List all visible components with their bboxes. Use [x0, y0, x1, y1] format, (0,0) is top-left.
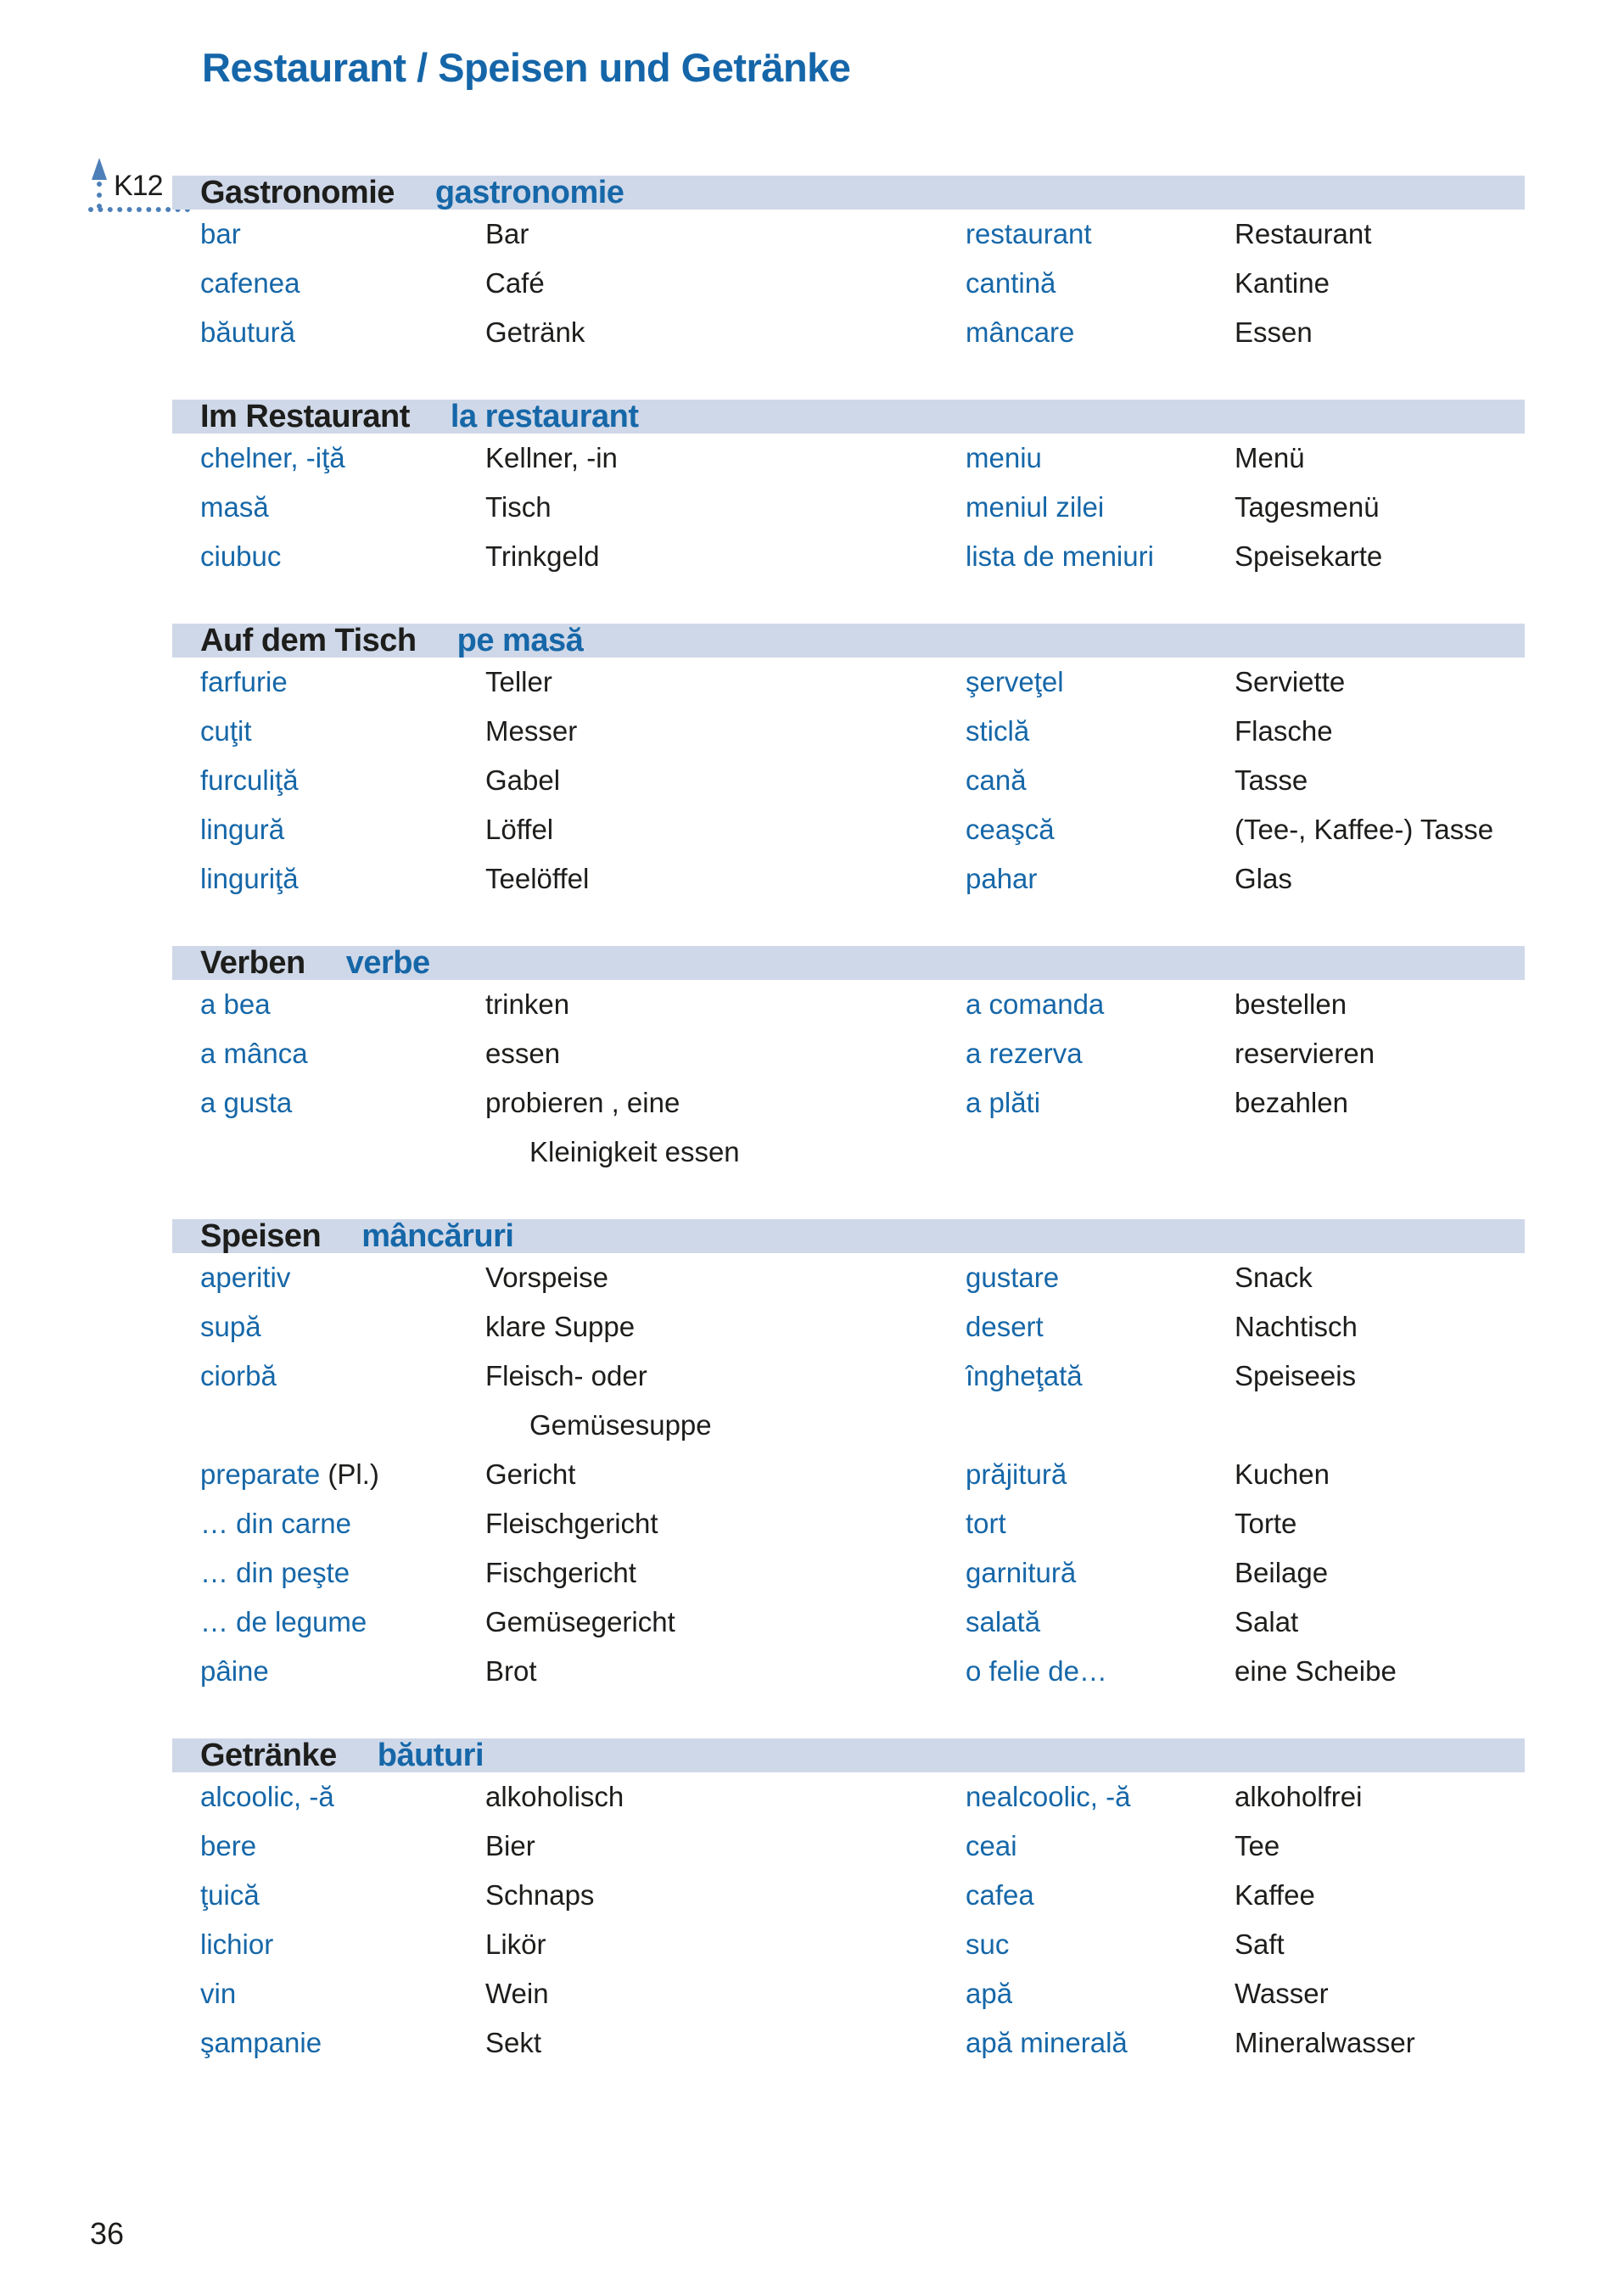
ro-term-right: prăjitură [966, 1458, 1067, 1490]
de-term-left: Likör [485, 1928, 546, 1960]
vocab-row [172, 1548, 1525, 1598]
de-term-right: bestellen [1235, 988, 1347, 1020]
de-term-right: Nachtisch [1235, 1311, 1358, 1342]
ro-term-right: apă minerală [966, 2027, 1128, 2058]
ro-term-right: a rezerva [966, 1038, 1083, 1069]
de-term-right: Saft [1235, 1928, 1285, 1960]
de-term-right: Speiseeis [1235, 1360, 1357, 1391]
ro-term-right: ceaşcă [966, 814, 1055, 845]
section-title-romanian: verbe [345, 945, 430, 981]
de-term-left: Schnaps [485, 1879, 595, 1911]
de-term-left: Kellner, -in [485, 442, 618, 473]
section-header [172, 624, 1525, 658]
de-term-left: Gemüsegericht [485, 1606, 675, 1637]
de-term-right: Torte [1235, 1508, 1297, 1539]
ro-term-right: apă [966, 1978, 1013, 2009]
ro-term-left: … de legume [200, 1606, 367, 1637]
section-title-german: Gastronomie [200, 175, 395, 210]
ro-term-left: a mânca [200, 1038, 308, 1069]
ro-term-left: chelner, -iţă [200, 442, 345, 473]
de-term-left: Wein [485, 1978, 549, 2009]
ro-term-right [966, 1401, 1235, 1450]
de-term-right: Salat [1235, 1606, 1299, 1637]
section-title-romanian: gastronomie [434, 175, 624, 210]
page-number: 36 [90, 2216, 125, 2251]
de-term-left: Tisch [485, 491, 552, 523]
section-title-german: Auf dem Tisch [200, 623, 417, 658]
vocab-row [172, 707, 1525, 756]
vocab-row [172, 1871, 1525, 1920]
vocab-section [172, 1219, 1525, 1696]
section-title-german: Verben [200, 945, 305, 981]
de-term-right: Essen [1235, 316, 1313, 348]
ro-term-left [200, 1128, 485, 1177]
vocab-section [172, 176, 1525, 357]
ro-term-right: desert [966, 1311, 1044, 1342]
ro-term-right: a comanda [966, 988, 1105, 1020]
vocab-row [172, 805, 1525, 854]
vocab-row [172, 1401, 1525, 1450]
ro-term-left: şampanie [200, 2027, 322, 2058]
section-title-german: Getränke [200, 1738, 337, 1773]
de-term-left: Gemüsesuppe [529, 1409, 712, 1441]
de-term-left: Fischgericht [485, 1557, 636, 1588]
de-term-right: Beilage [1235, 1557, 1329, 1588]
vocab-row [172, 2018, 1525, 2068]
section-header [172, 400, 1525, 434]
ro-term-right: mâncare [966, 316, 1075, 348]
vocab-row [172, 756, 1525, 805]
de-term-left: Gericht [485, 1458, 576, 1490]
vocab-row [172, 1499, 1525, 1548]
vocab-section [172, 1738, 1525, 2068]
de-term-right: Tagesmenü [1235, 491, 1380, 523]
ro-term-right: meniul zilei [966, 491, 1105, 523]
section-title-german: Speisen [200, 1218, 322, 1254]
de-term-right: Wasser [1235, 1978, 1329, 2009]
de-term-left: Fleisch- oder [485, 1360, 647, 1391]
de-term-right: Kantine [1235, 267, 1330, 299]
vocab-row [172, 1128, 1525, 1177]
ro-term-left: ciorbă [200, 1360, 277, 1391]
ro-term-left: vin [200, 1978, 237, 2009]
de-term-left: Bar [485, 218, 529, 249]
de-term-right: Tee [1235, 1830, 1280, 1861]
de-term-right: Kuchen [1235, 1458, 1330, 1490]
ro-term-right: a plăti [966, 1087, 1041, 1118]
de-term-right: reservieren [1235, 1038, 1375, 1069]
de-term-right: Restaurant [1235, 218, 1372, 249]
vocab-sections [172, 176, 1525, 2068]
de-term-left: Kleinigkeit essen [529, 1136, 740, 1167]
de-term-left: trinken [485, 988, 570, 1020]
vocab-row [172, 434, 1525, 483]
vocab-row [172, 1253, 1525, 1302]
de-term-left: Getränk [485, 316, 585, 348]
de-term-right: Snack [1235, 1262, 1313, 1293]
ro-term-right: garnitură [966, 1557, 1077, 1588]
ro-term-left: ciubuc [200, 540, 282, 572]
ro-term-left: … din carne [200, 1508, 351, 1539]
ro-term-left [200, 1401, 485, 1450]
section-header [172, 1738, 1525, 1772]
ro-term-left: pâine [200, 1655, 269, 1687]
vocab-row [172, 980, 1525, 1029]
ro-term-right: cană [966, 764, 1027, 796]
ro-term-right: nealcoolic, -ă [966, 1781, 1131, 1812]
ro-term-left: preparate (Pl.) [200, 1458, 379, 1490]
de-term-right: Speisekarte [1235, 540, 1383, 572]
ro-term-right: îngheţată [966, 1360, 1083, 1391]
ro-term-right: cantină [966, 267, 1056, 299]
vocab-row [172, 308, 1525, 357]
ro-term-right: meniu [966, 442, 1042, 473]
de-term-right: Flasche [1235, 715, 1333, 747]
ro-term-right: şerveţel [966, 666, 1064, 697]
ro-term-left: lichior [200, 1928, 274, 1960]
de-term-left: Gabel [485, 764, 561, 796]
vocab-row [172, 1029, 1525, 1078]
ro-term-left: linguriţă [200, 863, 299, 894]
de-term-right: bezahlen [1235, 1087, 1348, 1118]
de-term-left: Trinkgeld [485, 540, 600, 572]
vocab-row [172, 854, 1525, 904]
vocab-row [172, 1078, 1525, 1128]
ro-term-right: o felie de… [966, 1655, 1107, 1687]
ro-term-left: a bea [200, 988, 271, 1020]
plural-note: (Pl.) [320, 1458, 379, 1490]
de-term-right [1235, 1401, 1525, 1450]
de-term-right: (Tee-, Kaffee-) Tasse [1235, 814, 1494, 845]
vocab-row [172, 1772, 1525, 1822]
vocab-row [172, 1822, 1525, 1871]
de-term-left: Brot [485, 1655, 537, 1687]
ro-term-right: ceai [966, 1830, 1017, 1861]
ro-term-left: supă [200, 1311, 261, 1342]
ro-term-left: … din peşte [200, 1557, 350, 1588]
chapter-label: K12 [114, 170, 163, 202]
de-term-left: Fleischgericht [485, 1508, 658, 1539]
de-term-left: Löffel [485, 814, 554, 845]
ro-term-left: lingură [200, 814, 285, 845]
de-term-right: Glas [1235, 863, 1292, 894]
ro-term-right: cafea [966, 1879, 1034, 1911]
vocab-row [172, 1647, 1525, 1696]
section-header [172, 176, 1525, 210]
ro-term-left: cafenea [200, 267, 300, 299]
section-title-romanian: pe masă [456, 623, 584, 658]
de-term-right: alkoholfrei [1235, 1781, 1363, 1812]
arrow-up-icon [92, 158, 107, 180]
ro-term-left: bere [200, 1830, 257, 1861]
de-term-left: alkoholisch [485, 1781, 624, 1812]
de-term-left: Messer [485, 715, 578, 747]
de-term-left: Vorspeise [485, 1262, 608, 1293]
section-title-german: Im Restaurant [200, 399, 410, 434]
ro-term-left: farfurie [200, 666, 288, 697]
de-term-left: Teller [485, 666, 552, 697]
de-term-left: essen [485, 1038, 561, 1069]
de-term-right: Kaffee [1235, 1879, 1315, 1911]
ro-term-left: băutură [200, 316, 295, 348]
de-term-left: klare Suppe [485, 1311, 636, 1342]
ro-term-right: sticlă [966, 715, 1030, 747]
vocab-row [172, 1352, 1525, 1401]
de-term-left: Sekt [485, 2027, 542, 2058]
ro-term-left: aperitiv [200, 1262, 291, 1293]
de-term-left: Café [485, 267, 545, 299]
vocab-section [172, 624, 1525, 904]
ro-term-right: restaurant [966, 218, 1092, 249]
de-term-right: Tasse [1235, 764, 1308, 796]
de-term-right [1235, 1128, 1525, 1177]
section-header [172, 1219, 1525, 1253]
section-title-romanian: băuturi [377, 1738, 484, 1773]
ro-term-left: a gusta [200, 1087, 293, 1118]
vocab-row [172, 210, 1525, 259]
vocab-row [172, 658, 1525, 707]
section-header [172, 946, 1525, 980]
de-term-right: Serviette [1235, 666, 1346, 697]
ro-term-left: bar [200, 218, 241, 249]
vocab-row [172, 259, 1525, 308]
de-term-right: Menü [1235, 442, 1305, 473]
ro-term-right: lista de meniuri [966, 540, 1154, 572]
vocab-row [172, 532, 1525, 581]
vocab-row [172, 1920, 1525, 1969]
ro-term-right: salată [966, 1606, 1041, 1637]
ro-term-right: suc [966, 1928, 1010, 1960]
ro-term-left: ţuică [200, 1879, 260, 1911]
vocab-row [172, 1969, 1525, 2018]
dotted-line-vertical [97, 182, 102, 209]
ro-term-right: gustare [966, 1262, 1060, 1293]
vocab-row [172, 1450, 1525, 1499]
ro-term-left: furculiţă [200, 764, 299, 796]
de-term-right: Mineralwasser [1235, 2027, 1415, 2058]
ro-term-left: cuţit [200, 715, 252, 747]
de-term-left: probieren , eine [485, 1087, 680, 1118]
vocab-row [172, 1598, 1525, 1647]
section-title-romanian: la restaurant [450, 399, 639, 434]
ro-term-right [966, 1128, 1235, 1177]
page-title: Restaurant / Speisen und Getränke [202, 45, 851, 90]
de-term-left: Teelöffel [485, 863, 590, 894]
ro-term-left: alcoolic, -ă [200, 1781, 334, 1812]
vocab-row [172, 1302, 1525, 1352]
vocab-section [172, 400, 1525, 581]
ro-term-left: masă [200, 491, 269, 523]
de-term-right: eine Scheibe [1235, 1655, 1397, 1687]
ro-term-right: pahar [966, 863, 1038, 894]
de-term-left: Bier [485, 1830, 535, 1861]
vocab-section [172, 946, 1525, 1177]
section-title-romanian: mâncăruri [361, 1218, 514, 1254]
ro-term-right: tort [966, 1508, 1006, 1539]
vocab-row [172, 483, 1525, 532]
